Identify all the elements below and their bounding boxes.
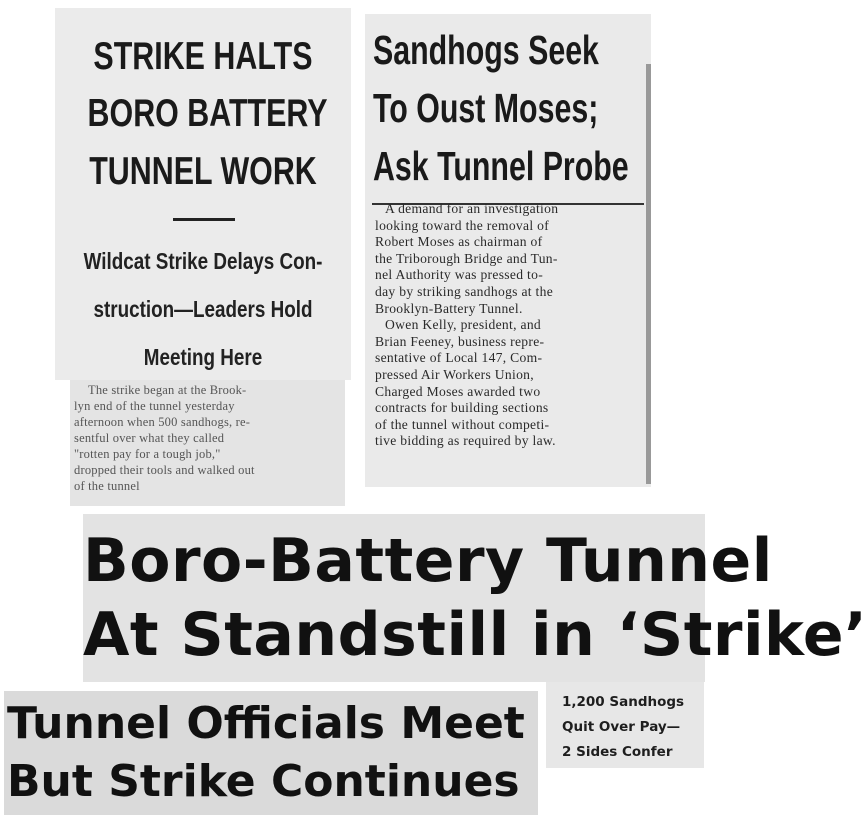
body-line: A demand for an investigation [385,201,559,216]
body-line: afternoon when 500 sandhogs, re- [74,415,251,429]
body-line: of the tunnel [74,479,140,493]
body-line: contracts for building sections [375,400,549,416]
body-line: tive bidding as required by law. [375,433,556,449]
body-line: looking toward the removal of [375,217,550,233]
body-line: pressed Air Workers Union, [375,367,534,382]
body-line: Owen Kelly, president, and [385,317,542,333]
clipping-1-subhead-line-2: struction—Leaders Hold [93,296,313,322]
body-line: dropped their tools and walked out [74,463,255,477]
body-line: sentful over what they called [74,431,225,445]
clipping-2-headline-line-3: Ask Tunnel Probe [373,143,629,189]
clipping-3-headline-line-1: Boro-Battery Tunnel [83,526,773,596]
clipping-4-headline-line-2: But Strike Continues [7,756,520,807]
body-line: Robert Moses as chairman of [375,234,543,250]
body-line: Brooklyn-Battery Tunnel. [375,300,523,316]
deck-line: Quit Over Pay— [562,719,681,735]
clipping-boro-battery-standstill [83,514,867,682]
body-line: of the tunnel without competi- [375,416,550,432]
body-line: The strike began at the Brook- [88,383,247,397]
body-line: Brian Feeney, business repre- [375,333,545,349]
clipping-officials-meet [4,691,538,815]
clipping-1-subhead-line-3: Meeting Here [143,344,263,370]
body-line: nel Authority was pressed to- [375,267,544,283]
deck-line: 2 Sides Confer [562,744,673,760]
clipping-1-headline-line-2: BORO BATTERY [87,92,328,135]
clipping-2-headline-line-2: To Oust Moses; [373,85,599,131]
clipping-strike-halts-body [70,380,345,506]
body-line: day by striking sandhogs at the [375,284,554,299]
body-line: sentative of Local 147, Com- [375,350,543,366]
headline-divider-rule [173,218,235,221]
clipping-strike-halts [55,8,351,380]
clipping-edge-shadow [646,64,651,484]
clipping-3-headline-line-2: At Standstill in ‘Strike’ [83,600,867,670]
body-line: the Triborough Bridge and Tun- [375,250,558,266]
deck-line: 1,200 Sandhogs [562,694,685,710]
body-line: Charged Moses awarded two [375,383,541,399]
clipping-officials-meet-deck [546,682,704,768]
clipping-1-subhead-line-1: Wildcat Strike Delays Con- [83,248,323,274]
clipping-4-headline-line-1: Tunnel Officials Meet [7,698,525,749]
body-line: lyn end of the tunnel yesterday [74,399,235,413]
clipping-1-headline-line-1: STRIKE HALTS [93,35,313,78]
clipping-2-headline-line-1: Sandhogs Seek [373,27,599,73]
body-line: "rotten pay for a tough job," [74,447,221,461]
clipping-1-headline-line-3: TUNNEL WORK [89,150,317,193]
clipping-sandhogs-seek [365,14,651,487]
